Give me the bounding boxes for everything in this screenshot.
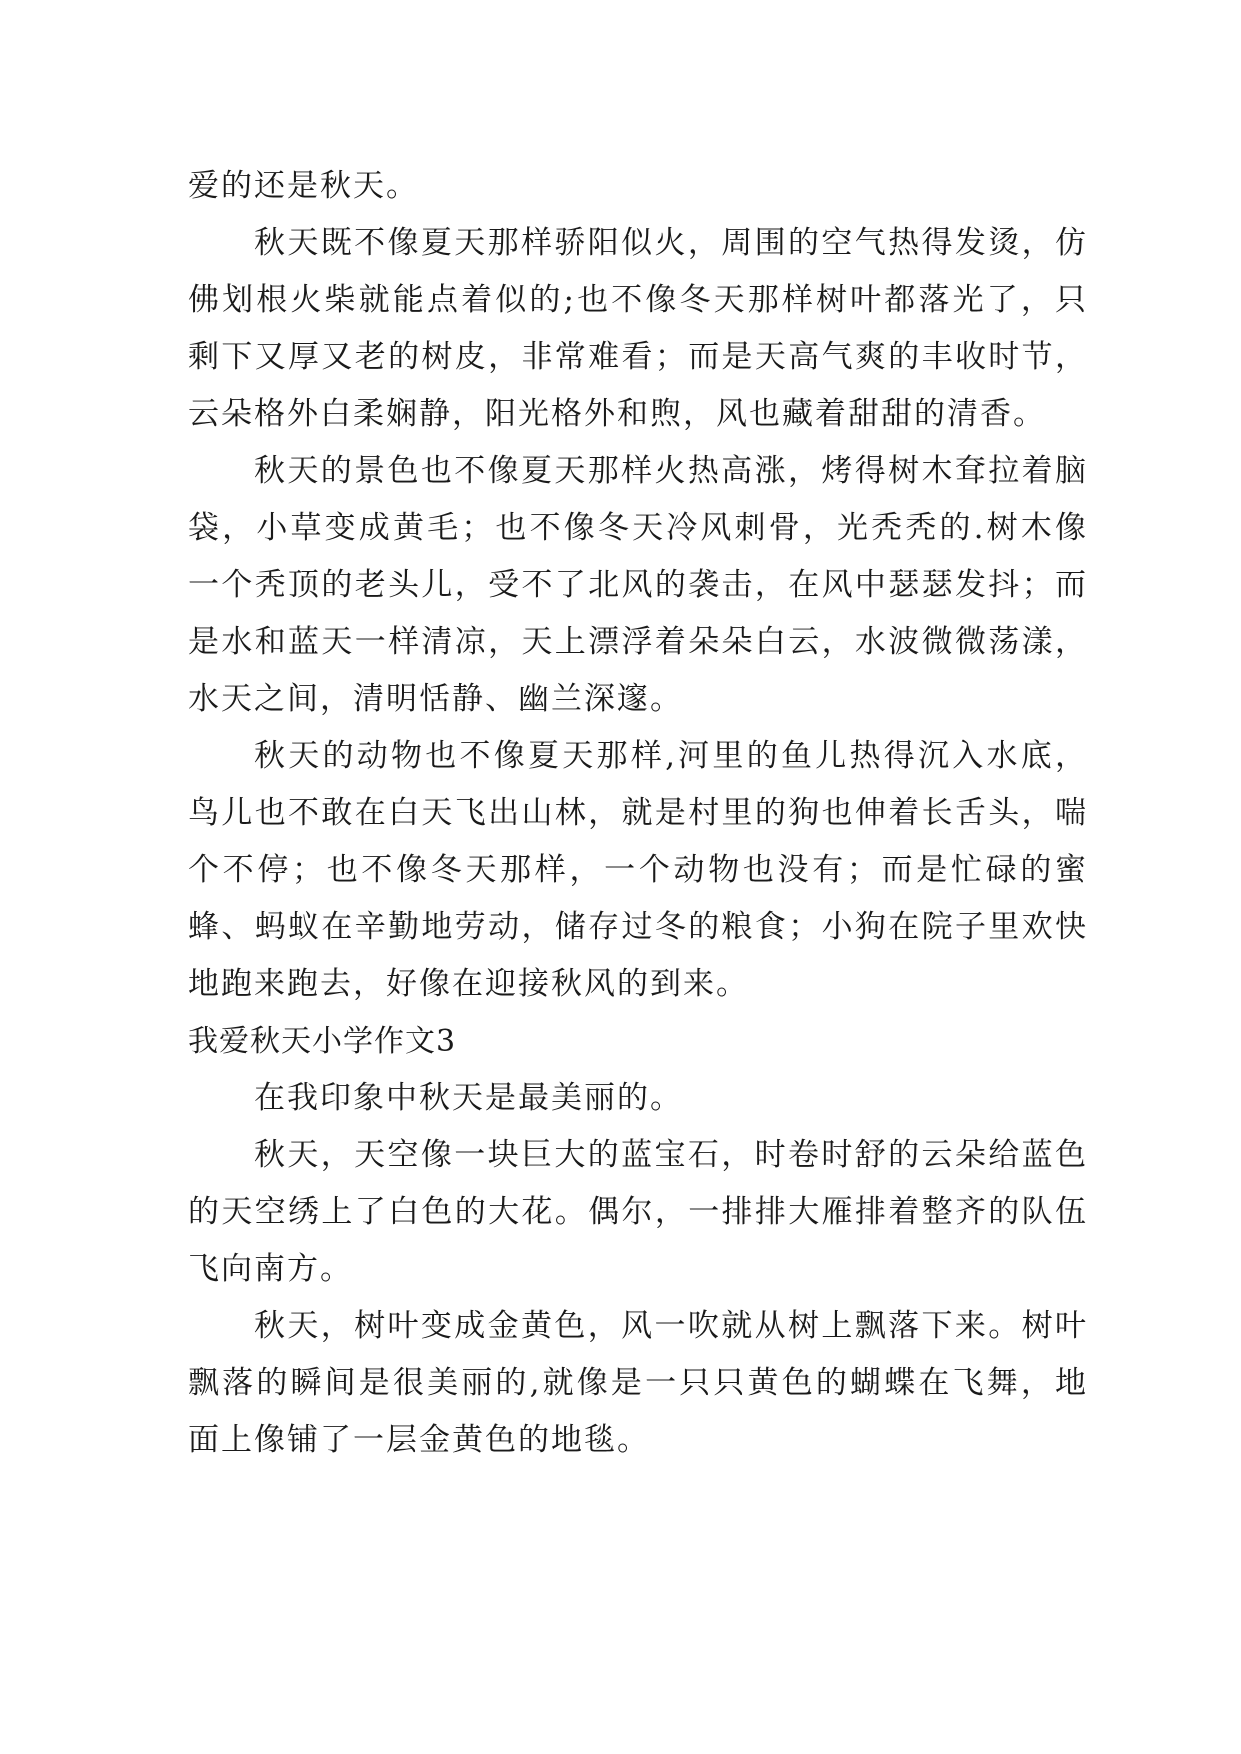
paragraph-leaves: 秋天，树叶变成金黄色，风一吹就从树上飘落下来。树叶飘落的瞬间是很美丽的,就像是一只只黄色的蝴蝶在飞舞，地面上像铺了一层金黄色的地毯。	[188, 1308, 1088, 1458]
paragraph-autumn-animals: 秋天的动物也不像夏天那样,河里的鱼儿热得沉入水底，鸟儿也不敢在白天飞出山林，就是村里的狗也伸着长舌头，喘个不停；也不像冬天那样，一个动物也没有；而是忙碌的蜜蜂、蚂蚁在辛勤地劳动，储存过冬的粮食；小狗在院子里欢快地跑来跑去，好像在迎接秋风的到来。	[188, 738, 1088, 1002]
essay-body	[188, 158, 1088, 1469]
paragraph-intro: 在我印象中秋天是最美丽的。	[254, 1080, 683, 1116]
paragraph-sky: 秋天，天空像一块巨大的蓝宝石，时卷时舒的云朵给蓝色的天空绣上了白色的大花。偶尔，一排排大雁排着整齐的队伍飞向南方。	[188, 1137, 1088, 1287]
essay-heading: 我爱秋天小学作文3	[188, 1024, 457, 1059]
paragraph-autumn-weather: 秋天既不像夏天那样骄阳似火，周围的空气热得发烫，仿佛划根火柴就能点着似的;也不像冬天那样树叶都落光了，只剩下又厚又老的树皮，非常难看；而是天高气爽的丰收时节，云朵格外白柔娴静，阳光格外和煦，风也藏着甜甜的清香。	[188, 225, 1088, 432]
paragraph-continuation: 爱的还是秋天。	[188, 168, 419, 204]
paragraph-autumn-scenery: 秋天的景色也不像夏天那样火热高涨，烤得树木耷拉着脑袋，小草变成黄毛；也不像冬天冷风刺骨，光秃秃的.树木像一个秃顶的老头儿，受不了北风的袭击，在风中瑟瑟发抖；而是水和蓝天一样清凉，天上漂浮着朵朵白云，水波微微荡漾，水天之间，清明恬静、幽兰深邃。	[188, 453, 1088, 717]
